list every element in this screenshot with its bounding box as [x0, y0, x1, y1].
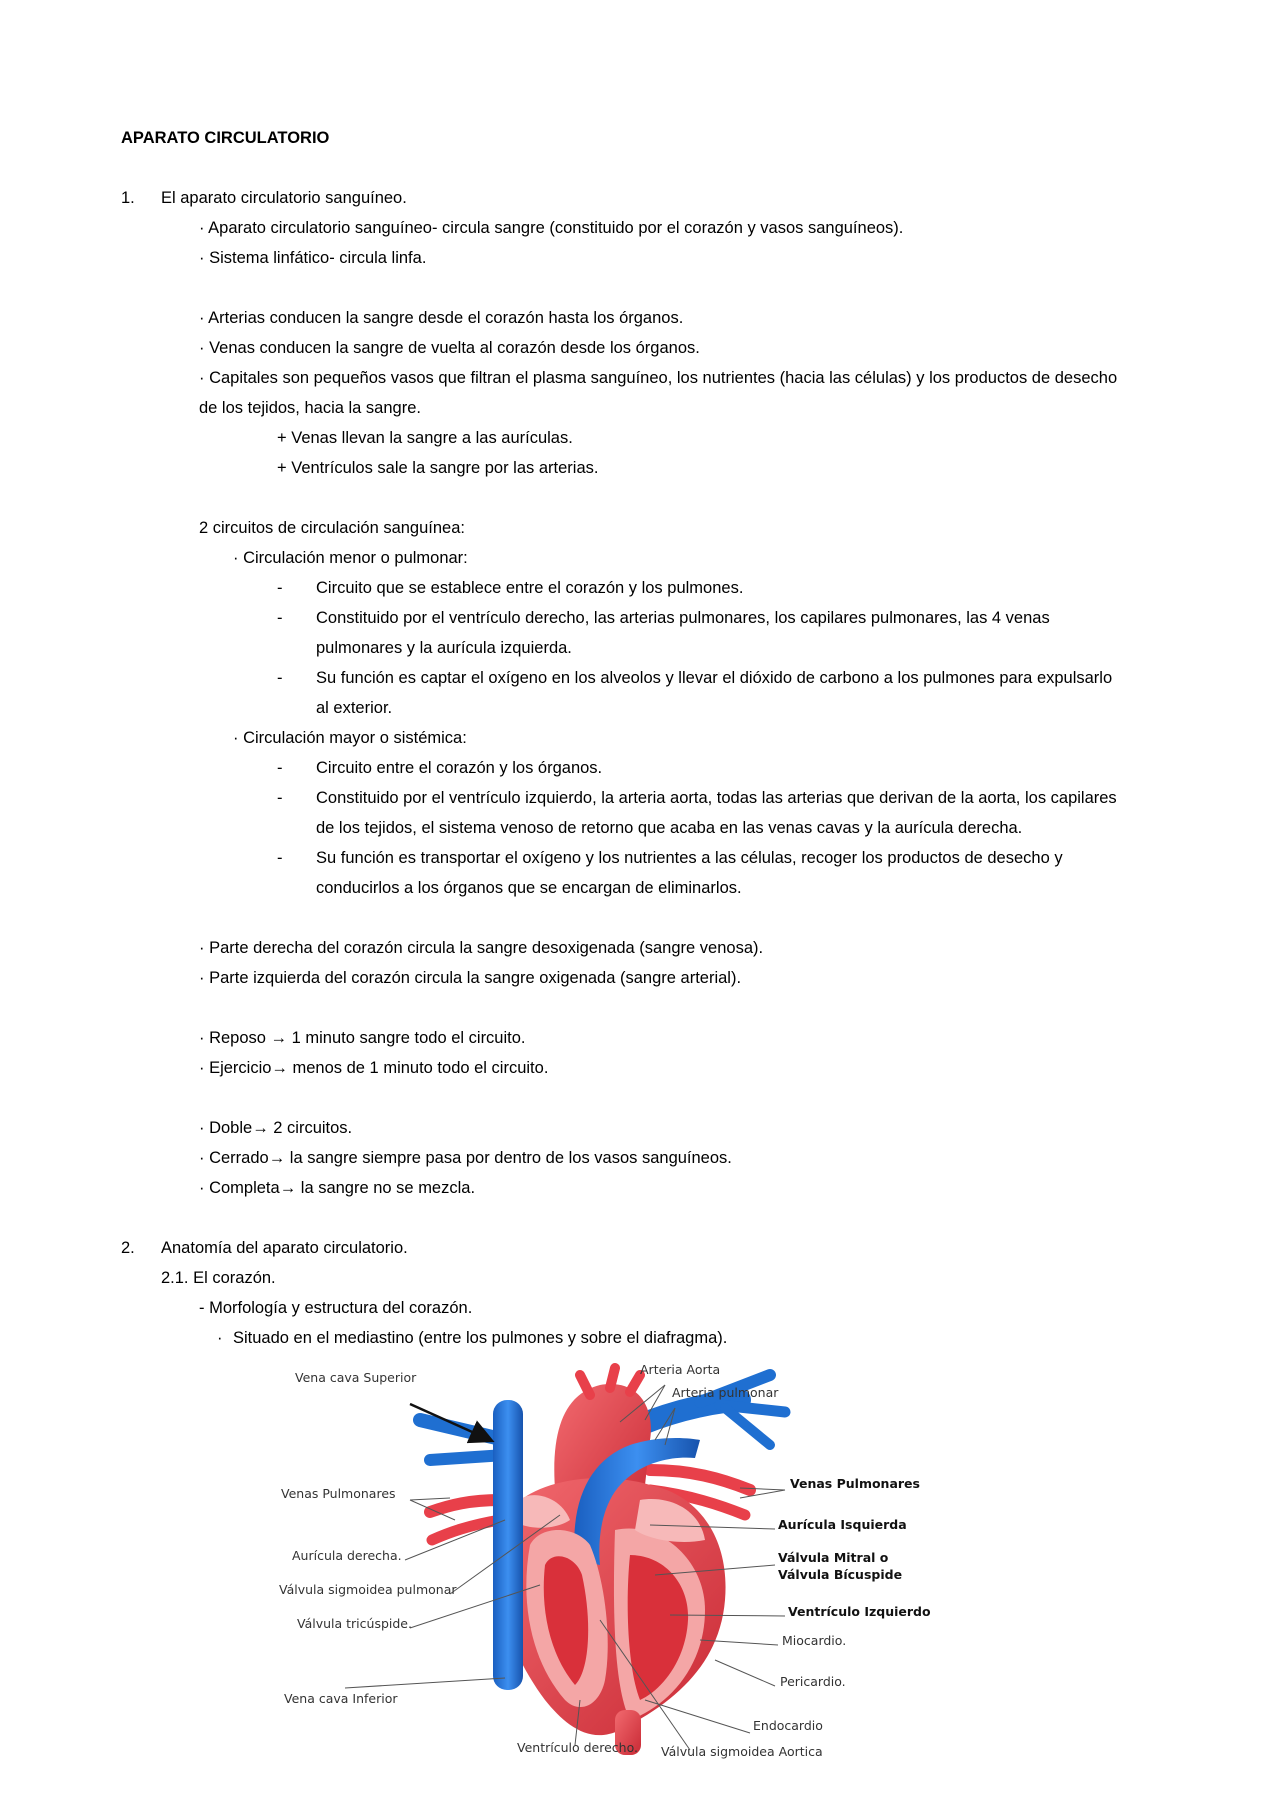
text-line: Circuito entre el corazón y los órganos. [316, 759, 603, 777]
label-valvula-mitral-line2: Válvula Bícuspide [778, 1567, 903, 1582]
list-dash: - [277, 669, 283, 687]
label-endocardio: Endocardio [753, 1718, 823, 1733]
list-dash: - [277, 579, 283, 597]
label-valvula-mitral-line1: Válvula Mitral o [778, 1550, 889, 1565]
text-line: pulmonares y la aurícula izquierda. [316, 639, 572, 657]
list-dash: - [277, 759, 283, 777]
subsection-heading: 2.1. El corazón. [161, 1269, 276, 1287]
label-ventriculo-derecho: Ventrículo derecho. [517, 1740, 638, 1755]
label-ventriculo-izquierdo: Ventrículo Izquierdo [788, 1604, 931, 1619]
label-venas-pulmonares-left: Venas Pulmonares [281, 1486, 396, 1501]
label-auricula-izquierda: Aurícula Isquierda [778, 1517, 907, 1532]
label-vena-cava-superior: Vena cava Superior [295, 1370, 417, 1385]
text-line: de los tejidos, el sistema venoso de retorno que acaba en las venas cavas y la aurícula derecha. [316, 819, 1023, 837]
label-vena-cava-inferior: Vena cava Inferior [284, 1691, 398, 1706]
list-dash: - [277, 849, 283, 867]
text-line: · Parte derecha del corazón circula la sangre desoxigenada (sangre venosa). [199, 939, 764, 957]
text-line: · Arterias conducen la sangre desde el corazón hasta los órganos. [199, 309, 684, 327]
text-line: · Circulación menor o pulmonar: [233, 549, 468, 567]
text-line: al exterior. [316, 699, 393, 717]
text-line: · Aparato circulatorio sanguíneo- circula sangre (constituido por el corazón y vasos sanguíneos). [199, 219, 904, 237]
text-line: - Morfología y estructura del corazón. [199, 1299, 473, 1317]
list-dash: - [277, 609, 283, 627]
label-pericardio: Pericardio. [780, 1674, 846, 1689]
section-2-heading: Anatomía del aparato circulatorio. [161, 1239, 408, 1257]
text-line: · Venas conducen la sangre de vuelta al corazón desde los órganos. [199, 339, 700, 357]
text-line: de los tejidos, hacia la sangre. [199, 399, 421, 417]
text-line: Su función es captar el oxígeno en los alveolos y llevar el dióxido de carbono a los pulmones para expulsarlo [316, 669, 1113, 687]
label-arteria-pulmonar: Arteria pulmonar [672, 1385, 779, 1400]
pulmonary-branches-left [420, 1420, 505, 1540]
document-title: APARATO CIRCULATORIO [121, 129, 330, 147]
label-valvula-tricuspide: Válvula tricúspide. [297, 1616, 412, 1631]
text-line: conducirlos a los órganos que se encargan de eliminarlos. [316, 879, 742, 897]
text-line: Su función es transportar el oxígeno y los nutrientes a las células, recoger los productos de desecho y [316, 849, 1063, 867]
label-arteria-aorta: Arteria Aorta [640, 1362, 721, 1377]
text-line: · Sistema linfático- circula linfa. [199, 249, 427, 267]
section-1-number: 1. [121, 189, 135, 207]
text-line: Situado en el mediastino (entre los pulmones y sobre el diafragma). [233, 1329, 728, 1347]
section-1-heading: El aparato circulatorio sanguíneo. [161, 189, 407, 207]
label-valvula-sigmoidea-aortica: Válvula sigmoidea Aortica [661, 1744, 823, 1759]
list-bullet: · [217, 1329, 223, 1347]
text-line: · Cerrado→ la sangre siempre pasa por dentro de los vasos sanguíneos. [199, 1149, 732, 1167]
text-line: · Circulación mayor o sistémica: [233, 729, 467, 747]
text-line: Constituido por el ventrículo izquierdo, la arteria aorta, todas las arterias que derivan de la aorta, los capilares [316, 789, 1117, 807]
label-valvula-sigmoidea-pulmonar: Válvula sigmoidea pulmonar [279, 1582, 457, 1597]
aorta-branches [580, 1368, 640, 1395]
text-line: 2 circuitos de circulación sanguínea: [199, 519, 465, 537]
text-line: · Parte izquierda del corazón circula la sangre oxigenada (sangre arterial). [199, 969, 742, 987]
text-line: Circuito que se establece entre el corazón y los pulmones. [316, 579, 744, 597]
text-line: + Venas llevan la sangre a las aurículas. [277, 429, 573, 447]
text-line: · Ejercicio→ menos de 1 minuto todo el circuito. [199, 1059, 549, 1077]
text-line: + Ventrículos sale la sangre por las arterias. [277, 459, 599, 477]
text-line: · Doble→ 2 circuitos. [199, 1119, 353, 1137]
list-dash: - [277, 789, 283, 807]
text-line: Constituido por el ventrículo derecho, las arterias pulmonares, los capilares pulmonares, las 4 venas [316, 609, 1050, 627]
label-miocardio: Miocardio. [782, 1633, 847, 1648]
section-2-number: 2. [121, 1239, 135, 1257]
text-line: · Completa→ la sangre no se mezcla. [199, 1179, 476, 1197]
text-line: · Reposo → 1 minuto sangre todo el circuito. [199, 1029, 526, 1047]
label-venas-pulmonares-right: Venas Pulmonares [790, 1476, 920, 1491]
label-auricula-derecha: Aurícula derecha. [292, 1548, 402, 1563]
text-line: · Capitales son pequeños vasos que filtran el plasma sanguíneo, los nutrientes (hacia las células) y los productos de desecho [199, 369, 1118, 387]
